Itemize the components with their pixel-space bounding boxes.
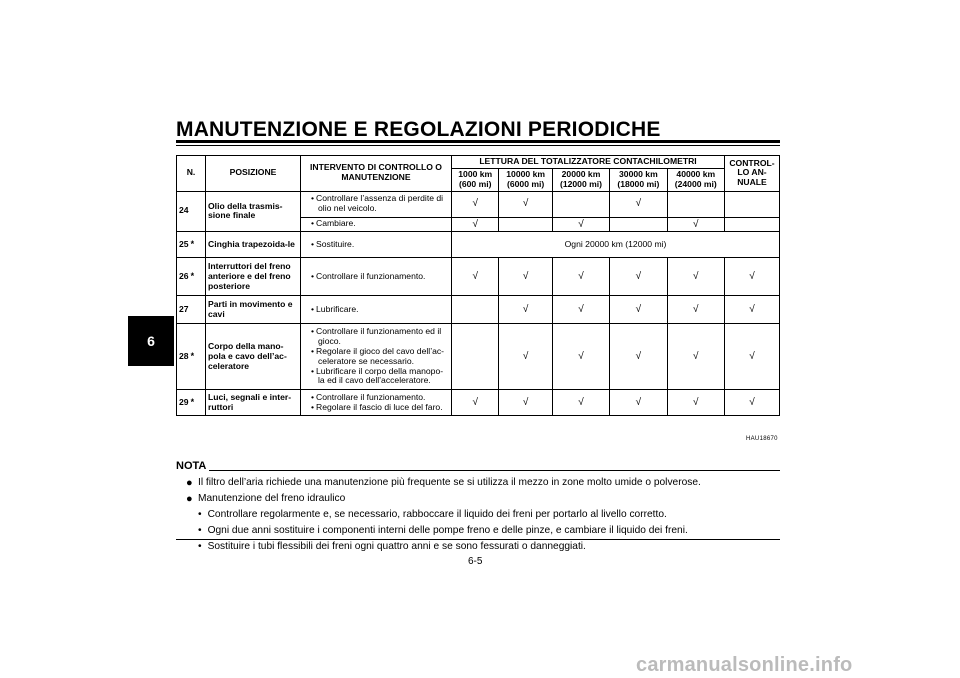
nota-sub-bullet: • Sostituire i tubi flessibili dei freni ogni quattro anni e se sono fessurati o danneggiati. bbox=[198, 541, 586, 552]
row-number: 29 * bbox=[177, 390, 206, 416]
check-mark: √ bbox=[552, 324, 609, 390]
check-cell-empty bbox=[725, 217, 780, 232]
check-mark: √ bbox=[452, 390, 499, 416]
page-title: MANUTENZIONE E REGOLAZIONI PERIODICHE bbox=[176, 118, 661, 141]
check-mark: √ bbox=[552, 258, 609, 296]
col-header-intervento: INTERVENTO DI CONTROLLO O MANUTENZIONE bbox=[301, 156, 452, 192]
check-mark: √ bbox=[452, 217, 499, 232]
check-cell-empty bbox=[725, 191, 780, 217]
row-intervention: • Lubrificare. bbox=[301, 296, 452, 324]
nota-rule bbox=[209, 470, 780, 471]
nota-bullet: ● Manutenzione del freno idraulico bbox=[186, 493, 346, 505]
table-row bbox=[177, 390, 780, 416]
check-mark: √ bbox=[499, 258, 552, 296]
km-header: 20000 km (12000 mi) bbox=[552, 168, 609, 191]
watermark: carmanualsonline.info bbox=[636, 654, 853, 676]
table-row bbox=[177, 191, 780, 217]
check-mark: √ bbox=[452, 258, 499, 296]
row-position: Parti in movimento e cavi bbox=[206, 296, 301, 324]
row-intervention: • Controllare il funzionamento. • Regolare il fascio di luce del faro. bbox=[301, 390, 452, 416]
table-row bbox=[177, 296, 780, 324]
check-mark: √ bbox=[499, 191, 552, 217]
row-position: Cinghia trapezoida-le bbox=[206, 232, 301, 258]
title-rule-thin bbox=[176, 145, 780, 146]
check-mark: √ bbox=[610, 191, 667, 217]
title-rule bbox=[176, 140, 780, 143]
row-position: Olio della trasmis-sione finale bbox=[206, 191, 301, 232]
row-position: Interruttori del freno anteriore e del freno posteriore bbox=[206, 258, 301, 296]
check-mark: √ bbox=[725, 258, 780, 296]
col-header-controllo: CONTROL-LO AN-NUALE bbox=[725, 156, 780, 192]
km-header: 10000 km (6000 mi) bbox=[499, 168, 552, 191]
nota-title: NOTA bbox=[176, 460, 207, 472]
check-mark: √ bbox=[499, 324, 552, 390]
check-mark: √ bbox=[552, 296, 609, 324]
page-number: 6-5 bbox=[468, 556, 483, 567]
nota-sub-bullet: • Controllare regolarmente e, se necessario, rabboccare il liquido dei freni per portarlo al livello corretto. bbox=[198, 509, 667, 520]
row-number: 28 * bbox=[177, 324, 206, 390]
section-tab: 6 bbox=[128, 316, 174, 366]
row-intervention: • Controllare l’assenza di perdite di olio nel veicolo. bbox=[301, 191, 452, 217]
bullet-dot-icon: ● bbox=[186, 493, 193, 505]
table-row bbox=[177, 232, 780, 258]
row-number: 26 * bbox=[177, 258, 206, 296]
km-header: 40000 km (24000 mi) bbox=[667, 168, 724, 191]
nota-sub-bullet: • Ogni due anni sostituire i componenti interni delle pompe freno e delle pinze, e cambiare il liquido dei freni. bbox=[198, 525, 688, 536]
table-row bbox=[177, 258, 780, 296]
check-mark: √ bbox=[499, 390, 552, 416]
table-header-row bbox=[177, 156, 780, 169]
interval-span-text: Ogni 20000 km (12000 mi) bbox=[452, 232, 780, 258]
check-mark: √ bbox=[610, 390, 667, 416]
check-mark: √ bbox=[725, 324, 780, 390]
document-code: HAU18670 bbox=[746, 436, 778, 442]
check-cell-empty bbox=[452, 296, 499, 324]
check-mark: √ bbox=[552, 217, 609, 232]
check-mark: √ bbox=[610, 296, 667, 324]
row-intervention: • Sostituire. bbox=[301, 232, 452, 258]
row-position: Luci, segnali e inter-ruttori bbox=[206, 390, 301, 416]
row-number: 27 bbox=[177, 296, 206, 324]
check-cell-empty bbox=[667, 191, 724, 217]
nota-bullet: ● Il filtro dell’aria richiede una manutenzione più frequente se si utilizza il mezzo in zone molto umide o polverose. bbox=[186, 477, 701, 489]
check-cell-empty bbox=[610, 217, 667, 232]
maintenance-table bbox=[176, 155, 780, 416]
check-mark: √ bbox=[667, 258, 724, 296]
table-row bbox=[177, 324, 780, 390]
check-mark: √ bbox=[610, 258, 667, 296]
check-mark: √ bbox=[667, 390, 724, 416]
check-mark: √ bbox=[725, 390, 780, 416]
check-mark: √ bbox=[667, 217, 724, 232]
row-intervention: • Controllare il funzionamento ed il gioco. • Regolare il gioco del cavo dell’ac-celeratore se necessario. • Lubrificare il corpo della manopo-la ed il cavo dell’acceleratore. bbox=[301, 324, 452, 390]
row-number: 25 * bbox=[177, 232, 206, 258]
check-mark: √ bbox=[499, 296, 552, 324]
km-header: 1000 km (600 mi) bbox=[452, 168, 499, 191]
bottom-rule bbox=[176, 539, 780, 540]
col-header-posizione: POSIZIONE bbox=[206, 156, 301, 192]
check-mark: √ bbox=[452, 191, 499, 217]
km-header: 30000 km (18000 mi) bbox=[610, 168, 667, 191]
row-intervention: • Cambiare. bbox=[301, 217, 452, 232]
col-header-n: N. bbox=[177, 156, 206, 192]
check-cell-empty bbox=[552, 191, 609, 217]
check-mark: √ bbox=[725, 296, 780, 324]
nota-body bbox=[186, 475, 780, 555]
check-cell-empty bbox=[452, 324, 499, 390]
row-number: 24 bbox=[177, 191, 206, 232]
check-mark: √ bbox=[552, 390, 609, 416]
check-mark: √ bbox=[667, 296, 724, 324]
bullet-dot-icon: ● bbox=[186, 477, 193, 489]
check-mark: √ bbox=[610, 324, 667, 390]
row-intervention: • Controllare il funzionamento. bbox=[301, 258, 452, 296]
check-cell-empty bbox=[499, 217, 552, 232]
check-mark: √ bbox=[667, 324, 724, 390]
row-position: Corpo della mano-pola e cavo dell’ac-celeratore bbox=[206, 324, 301, 390]
col-header-lettura: LETTURA DEL TOTALIZZATORE CONTACHILOMETRI bbox=[452, 156, 725, 169]
